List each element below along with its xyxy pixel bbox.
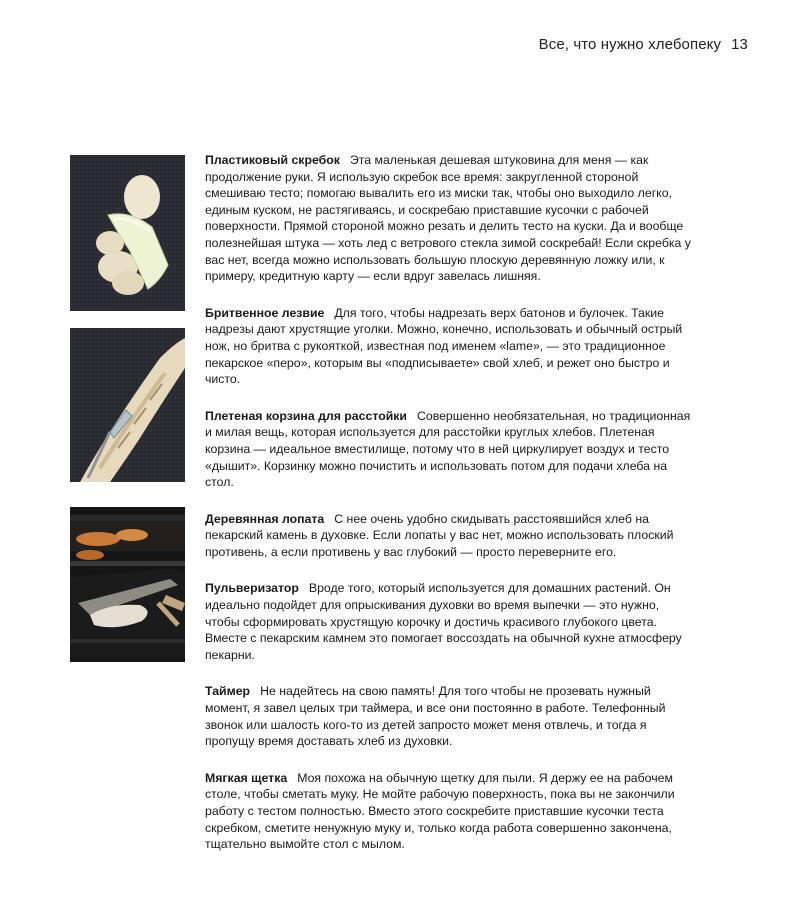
entry-term: Бритвенное лезвие [205,305,325,320]
running-title: Все, что нужно хлебопеку [538,36,722,53]
baguette-lame-photo [70,328,185,482]
entry-razor-blade [205,305,695,388]
page-number: 13 [731,36,748,53]
scraper-photo [70,155,185,311]
running-header [539,36,748,53]
entry-text: Не надейтесь на свою память! Для того чтобы не прозевать нужный момент, я завел целых три таймера, и все они постоянно в работе. Телефонный звонок или шалость кого-то из детей запросто может меня отвлечь, и тогда я пропущу время доставать хлеб из духовки. [205,684,666,749]
entry-text: С нее очень удобно скидывать расстоявшийся хлеб на пекарский камень в духовке. Если лопаты у вас нет, можно использовать плоский противень, а если противень у вас глубокий — просто переверните его. [205,511,674,559]
entry-soft-brush [205,770,695,853]
entry-wooden-peel [205,511,695,561]
tools-glossary [205,152,695,873]
entry-text: Вроде того, который используется для домашних растений. Он идеально подойдет для опрыскивания духовки во время выпечки — это нужно, чтобы сформировать хрустящую корочку и достичь красивого глубокого цвета. Вместе с пекарским камнем это помогает воссоздать на обычной кухне атмосферу пекарни. [205,581,682,662]
entry-timer [205,683,695,749]
entry-term: Таймер [205,684,251,699]
entry-term: Пластиковый скребок [205,153,340,167]
entry-text: Для того, чтобы надрезать верх батонов и булочек. Такие надрезы дают хрустящие уголки. Можно, конечно, использовать и обычный острый нож, но бритва с рукояткой, известная под именем «lame», — это традиционное пекарское «перо», которым вы «подписываете» свой хлеб, и режет оно быстро и чисто. [205,305,683,387]
oven-peel-photo [70,507,185,662]
entry-text: Эта маленькая дешевая штуковина для меня — как продолжение руки. Я использую скребок все время: закругленной стороной смешиваю тесто; помогаю вывалить его из миски так, чтобы оно выходило легко, единым куском, не растягиваясь, и соскребаю приставшие кусочки с рабочей поверхности. Прямой стороной можно резать и делить тесто на куски. Да и вообще полезнейшая штука — хоть лед с ветрового стекла зимой соскребай! Если скребка у вас нет, всегда можно использовать большую плоскую деревянную ложку или, к примеру, кредитную карту — если вдруг завелась лишняя. [205,153,691,284]
entry-term: Плетеная корзина для расстойки [205,408,407,423]
entry-term: Деревянная лопата [205,511,325,526]
entry-plastic-scraper [205,152,695,285]
entry-text: Моя похожа на обычную щетку для пыли. Я держу ее на рабочем столе, чтобы сметать муку. Не мойте рабочую поверхность, пока вы не закончили работу с тестом полностью. Вместо этого соскребите приставшие кусочки теста скребком, сметите ненужную муку и, только когда работа совершенно закончена, тщательно вымойте стол с мылом. [205,770,675,852]
entry-proofing-basket [205,408,695,491]
entry-text: Совершенно необязательная, но традиционная и милая вещь, которая используется для расстойки круглых хлебов. Плетеная корзина — идеальное вместилище, потому что в ней циркулирует воздух и тесто «дышит». Корзинку можно почистить и использовать потом для подачи хлеба на стол. [205,408,691,490]
entry-term: Мягкая щетка [205,770,288,785]
entry-spray-bottle [205,580,695,663]
entry-term: Пульверизатор [205,581,299,596]
